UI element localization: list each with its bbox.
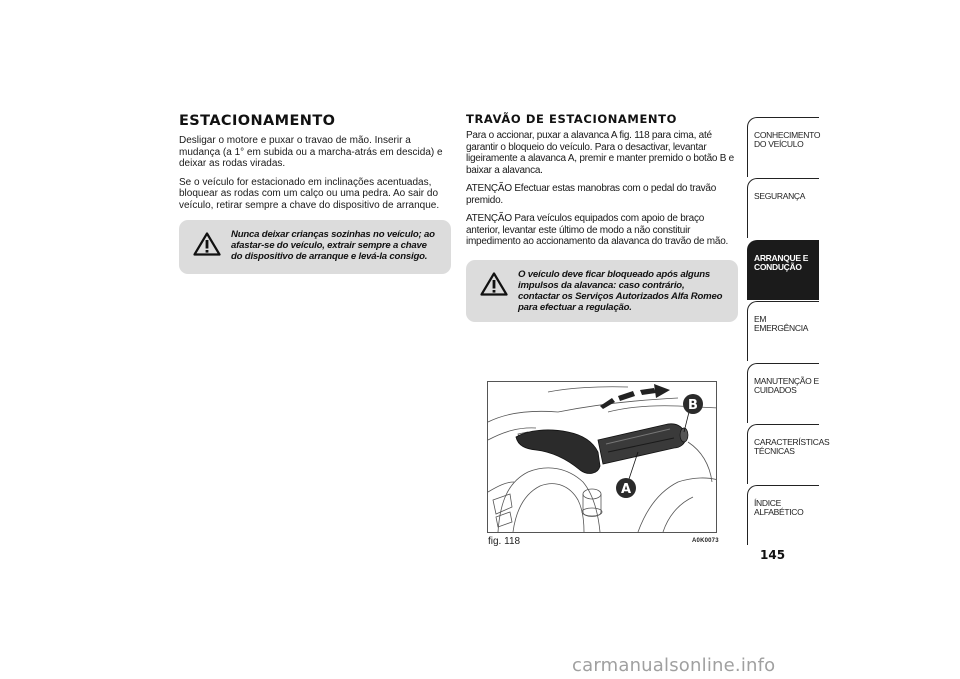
- callout-a: [616, 478, 636, 498]
- paragraph: Desligar o motore e puxar o travao de mão. Inserir a mudança (a 1° em subida ou a marcha-atrás em descida) e deixar as rodas viradas.: [179, 135, 443, 169]
- tab-em-emergencia[interactable]: EM EMERGÊNCIA: [747, 301, 819, 361]
- left-column: [179, 112, 451, 274]
- paragraph: Para o accionar, puxar a alavanca A fig. 118 para cima, até garantir o bloqueio do veículo. Para o desactivar, levantar ligeiramente a alavanca A, premir e manter premido o botão B e baixar a alavanca.: [466, 130, 734, 176]
- paragraph: ATENÇÃO Para veículos equipados com apoio de braço anterior, levantar este último de modo a não constituir impedimento ao accionamento da alavanca do travão de mão.: [466, 213, 729, 247]
- warning-box: [179, 220, 451, 274]
- right-column: [466, 112, 738, 322]
- tab-caracteristicas-tecnicas[interactable]: CARACTERÍSTICAS TÉCNICAS: [747, 424, 819, 484]
- section-title-parking-brake: TRAVÃO DE ESTACIONAMENTO: [466, 112, 677, 126]
- figure-code: A0K0073: [692, 538, 719, 544]
- section-title-parking: ESTACIONAMENTO: [179, 113, 336, 129]
- warning-text: Nunca deixar crianças sozinhas no veículo; ao afastar-se do veículo, extrair sempre a chave do dispositivo de arranque e levá-la consigo.: [231, 229, 435, 262]
- watermark: carmanualsonline.info: [572, 655, 776, 676]
- warning-box: [466, 260, 738, 322]
- page-number: 145: [760, 548, 786, 562]
- brake-lever: [516, 424, 688, 474]
- figure-caption: fig. 118: [488, 536, 521, 547]
- callout-b: [683, 394, 703, 414]
- tab-seguranca[interactable]: SEGURANÇA: [747, 178, 819, 238]
- chapter-index-sidebar: [747, 117, 830, 547]
- figure-parking-brake-lever: [487, 381, 717, 533]
- warning-text: O veículo deve ficar bloqueado após alguns impulsos da alavanca: caso contrário, contactar os Serviços Autorizados Alfa Romeo para efectuar a regulação.: [518, 268, 723, 313]
- svg-text:A: A: [620, 482, 632, 497]
- svg-text:B: B: [688, 398, 698, 413]
- warning-triangle-icon: [193, 232, 221, 256]
- paragraph: ATENÇÃO Efectuar estas manobras com o pedal do travão premido.: [466, 183, 717, 206]
- tab-manutencao-e-cuidados[interactable]: MANUTENÇÃO E CUIDADOS: [747, 363, 819, 423]
- parking-brake-illustration: [488, 382, 717, 533]
- tab-conhecimento-do-veiculo[interactable]: CONHECIMENTO DO VEÍCULO: [747, 117, 819, 177]
- tab-indice-alfabetico[interactable]: ÍNDICE ALFABÉTICO: [747, 485, 819, 545]
- warning-triangle-icon: [480, 272, 508, 296]
- paragraph: Se o veículo for estacionado em inclinações acentuadas, bloquear as rodas com um calço ou uma pedra. Ao sair do veículo, retirar sempre a chave do dispositivo de arranque.: [179, 176, 440, 211]
- tab-arranque-e-conducao[interactable]: ARRANQUE E CONDUÇÃO: [747, 240, 819, 300]
- upward-arrow-icon: [600, 384, 670, 409]
